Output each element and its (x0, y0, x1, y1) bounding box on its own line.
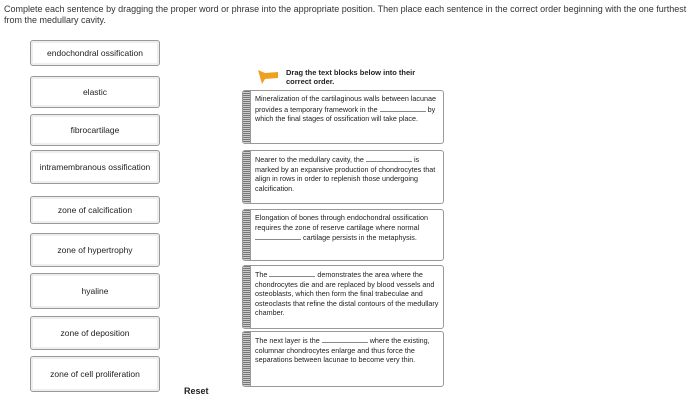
sentence-block[interactable] (242, 331, 444, 387)
drag-handle[interactable] (243, 266, 251, 328)
sentence-text: The demonstrates the area where the chondrocytes die and are replaced by blood vessels and osteoblasts, which then form the final trabeculae and osteoclasts that refine the distal contours of the medullary chamber. (255, 270, 439, 318)
instructions: Complete each sentence by dragging the proper word or phrase into the appropriate position. Then place each sentence in the correct order beginning with the one furthest from the medullary cavity. (4, 4, 687, 25)
term-intramembranous-ossification[interactable]: intramembranous ossification (30, 150, 160, 184)
sentence-block[interactable] (242, 209, 444, 261)
sentence-block[interactable] (242, 90, 444, 144)
sentence-block[interactable] (242, 265, 444, 329)
drop-blank[interactable] (269, 269, 315, 277)
drag-handle[interactable] (243, 151, 251, 203)
term-zone-of-cell-proliferation[interactable]: zone of cell proliferation (30, 356, 160, 392)
drag-handle[interactable] (243, 210, 251, 260)
term-hyaline[interactable]: hyaline (30, 273, 160, 309)
drop-blank[interactable] (255, 232, 301, 240)
sentence-block[interactable] (242, 150, 444, 204)
term-zone-of-hypertrophy[interactable]: zone of hypertrophy (30, 233, 160, 267)
drop-blank[interactable] (380, 104, 426, 112)
sentence-text: Nearer to the medullary cavity, the is marked by an expansive production of chondrocytes that align in rows in order to replenish those undergoing calcification. (255, 155, 436, 193)
drag-hint-text: Drag the text blocks below into their correct order. (286, 68, 416, 86)
term-fibrocartilage[interactable]: fibrocartilage (30, 114, 160, 146)
sentence-text: Mineralization of the cartilaginous walls between lacunae provides a temporary framework in the by which the final stages of ossification will take place. (255, 94, 436, 124)
reset-button[interactable]: Reset (184, 386, 209, 396)
drop-blank[interactable] (366, 154, 412, 162)
sentence-text: The next layer is the where the existing, columnar chondrocytes enlarge and thus force the separations between lacunae to become very thin. (255, 336, 430, 365)
drop-blank[interactable] (322, 335, 368, 343)
drag-handle[interactable] (243, 332, 251, 386)
drag-arrow-icon (256, 66, 280, 88)
drag-handle[interactable] (243, 91, 251, 143)
drag-hint (256, 66, 436, 88)
sentence-text: Elongation of bones through endochondral ossification requires the zone of reserve cartilage where normal cartilage persists in the metaphysis. (255, 213, 429, 243)
term-zone-of-deposition[interactable]: zone of deposition (30, 316, 160, 350)
term-endochondral-ossification[interactable]: endochondral ossification (30, 40, 160, 66)
term-zone-of-calcification[interactable]: zone of calcification (30, 196, 160, 224)
term-elastic[interactable]: elastic (30, 76, 160, 108)
